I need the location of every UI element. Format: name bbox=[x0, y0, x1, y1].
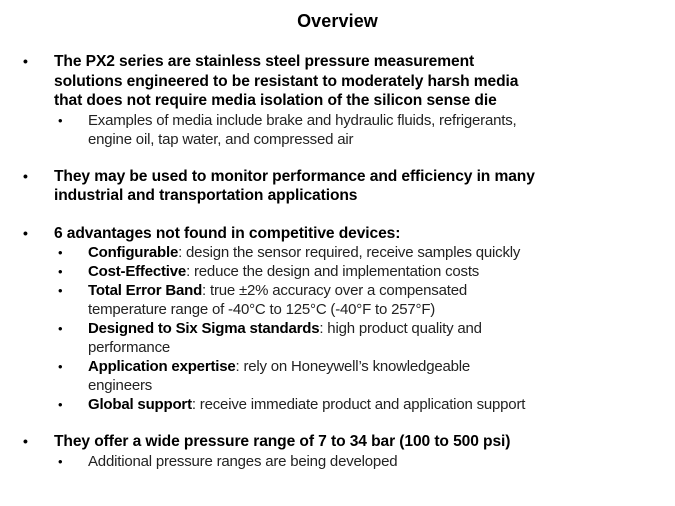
slide-title: Overview bbox=[297, 11, 378, 31]
bullet-icon: • bbox=[23, 433, 28, 449]
bullet-monitor-performance bbox=[0, 167, 675, 206]
sub-bullet-cost-effective bbox=[0, 262, 675, 281]
bullet-icon: • bbox=[58, 397, 63, 412]
advantage-desc: : design the sensor required, receive samples quickly bbox=[178, 244, 521, 261]
bullet-icon: • bbox=[23, 53, 28, 69]
bullet-icon: • bbox=[58, 245, 63, 260]
sub-bullet-line: engine oil, tap water, and compressed air bbox=[88, 130, 354, 148]
bullet-six-advantages bbox=[0, 224, 675, 244]
sub-bullet-line: Examples of media include brake and hydraulic fluids, refrigerants, bbox=[88, 111, 517, 129]
advantage-desc: : reduce the design and implementation costs bbox=[186, 263, 480, 280]
bullet-icon: • bbox=[58, 453, 63, 469]
advantage-name: Application expertise bbox=[88, 358, 236, 375]
bullet-icon: • bbox=[23, 224, 28, 241]
sub-bullet-configurable bbox=[0, 243, 675, 262]
bullet-line: They may be used to monitor performance and efficiency in many bbox=[54, 167, 535, 185]
advantage-name: Global support bbox=[88, 396, 192, 413]
bullet-px2-series bbox=[0, 52, 675, 111]
bullet-icon: • bbox=[58, 112, 63, 128]
bullet-line: They offer a wide pressure range of 7 to 34 bar (100 to 500 psi) bbox=[54, 433, 511, 450]
bullet-line: The PX2 series are stainless steel pressure measurement bbox=[54, 53, 475, 70]
sub-bullet-global-support bbox=[0, 395, 675, 414]
sub-bullet-total-error-band bbox=[0, 281, 675, 319]
sub-bullet-additional-ranges bbox=[0, 452, 675, 471]
bullet-icon: • bbox=[58, 359, 63, 374]
bullet-icon: • bbox=[58, 283, 63, 298]
bullet-line: that does not require media isolation of the silicon sense die bbox=[54, 92, 497, 109]
sub-bullet-line: Additional pressure ranges are being developed bbox=[88, 452, 398, 470]
bullet-line: solutions engineered to be resistant to moderately harsh media bbox=[54, 72, 519, 90]
bullet-line: 6 advantages not found in competitive devices: bbox=[54, 224, 401, 242]
advantage-desc-cont: performance bbox=[88, 339, 171, 356]
sub-bullet-application-expertise bbox=[0, 357, 675, 395]
advantage-name: Cost-Effective bbox=[88, 263, 187, 280]
advantage-desc-cont: engineers bbox=[88, 377, 153, 394]
bullet-icon: • bbox=[23, 167, 28, 184]
advantage-name: Configurable bbox=[88, 244, 179, 261]
sub-bullet-six-sigma bbox=[0, 319, 675, 357]
advantage-name: Designed to Six Sigma standards bbox=[88, 320, 320, 337]
bullet-icon: • bbox=[58, 264, 63, 279]
bullet-icon: • bbox=[58, 321, 63, 336]
advantage-desc: : rely on Honeywell’s knowledgeable bbox=[235, 358, 471, 375]
advantage-desc: : high product quality and bbox=[319, 320, 482, 337]
advantage-desc: : receive immediate product and application support bbox=[191, 396, 526, 413]
bullet-line: industrial and transportation applications bbox=[54, 187, 358, 204]
advantage-name: Total Error Band bbox=[88, 282, 203, 299]
slide-body bbox=[0, 52, 675, 471]
advantage-desc-cont: temperature range of -40°C to 125°C (-40°F to 257°F) bbox=[88, 301, 436, 318]
bullet-pressure-range bbox=[0, 432, 675, 452]
advantage-desc: : true ±2% accuracy over a compensated bbox=[202, 282, 467, 299]
sub-bullet-media-examples bbox=[0, 111, 675, 149]
